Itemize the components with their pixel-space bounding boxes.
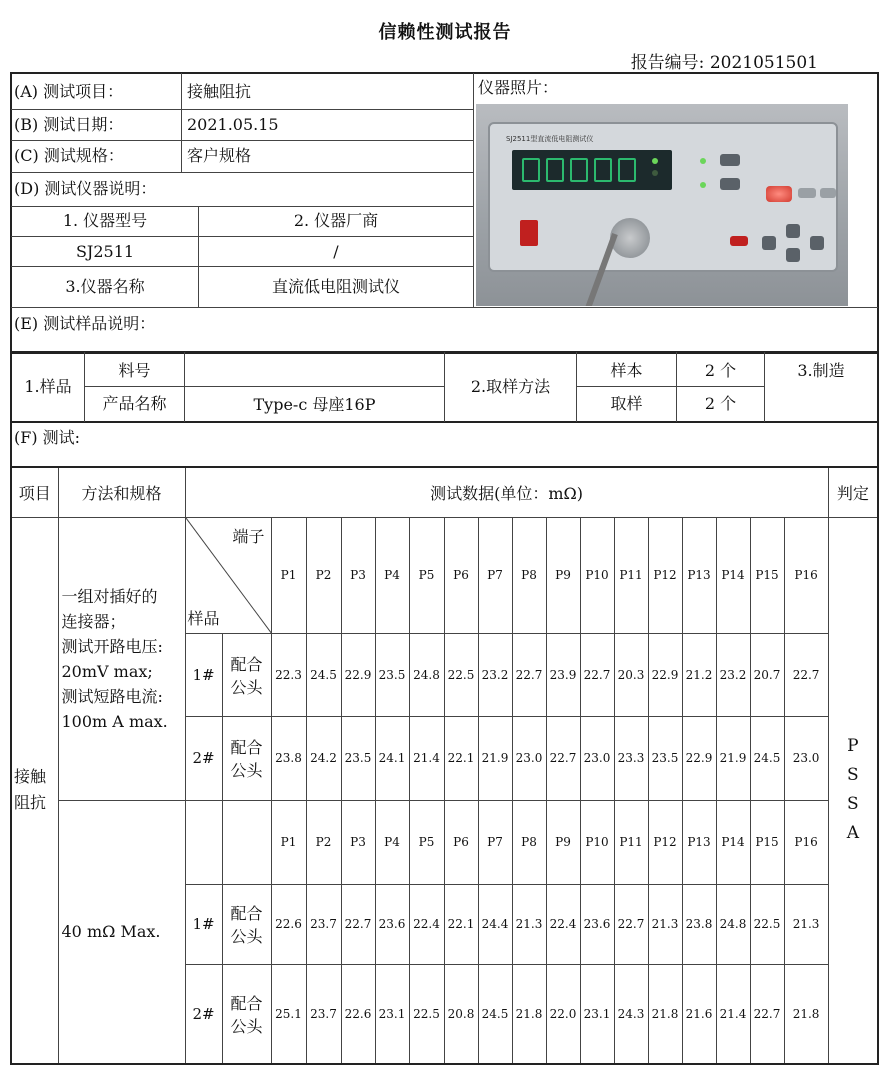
instrument-model-label: 1. 仪器型号	[62, 211, 148, 230]
item-name-line: 接触	[14, 767, 47, 787]
resistance-value: 21.2	[682, 633, 716, 716]
pin-header: P5	[409, 800, 444, 884]
resistance-value: 22.7	[614, 884, 648, 964]
resistance-value: 23.1	[375, 964, 409, 1064]
pin-header: P15	[750, 800, 784, 884]
resistance-value: 21.9	[478, 716, 512, 800]
method-spec-line: 一组对插好的	[61, 586, 158, 606]
resistance-value: 23.7	[306, 964, 341, 1064]
resistance-value: 23.5	[341, 716, 375, 800]
resistance-value: 22.6	[341, 964, 375, 1064]
pin-header: P4	[375, 800, 409, 884]
resistance-value: 22.9	[341, 633, 375, 716]
report-number	[631, 48, 818, 73]
pin-header: P16	[784, 800, 828, 884]
col-data-header: 测试数据(单位：mΩ)	[185, 467, 828, 517]
resistance-value: 24.5	[306, 633, 341, 716]
resistance-value: 22.7	[750, 964, 784, 1064]
method-spec-line: 测试短路电流:	[61, 686, 163, 706]
pin-header: P3	[341, 517, 375, 633]
resistance-value: 21.8	[512, 964, 546, 1064]
pin-header: P2	[306, 800, 341, 884]
test-data-table	[10, 466, 879, 1065]
judge-letter: S	[847, 794, 859, 815]
resistance-value: 21.8	[648, 964, 682, 1064]
sample-id: 1#	[185, 884, 222, 964]
judge-letter: A	[846, 823, 859, 844]
method-spec-1	[58, 517, 185, 800]
resistance-value: 23.0	[580, 716, 614, 800]
pin-header: P12	[648, 517, 682, 633]
indicator-light	[766, 186, 792, 202]
pin-header: P14	[716, 517, 750, 633]
product-name-value: Type-c 母座16P	[253, 395, 376, 414]
mate-label	[222, 716, 271, 800]
pin-header: P1	[271, 517, 306, 633]
method-spec-2: 40 mΩ Max.	[58, 800, 185, 1064]
instrument-maker-label: 2. 仪器厂商	[293, 211, 379, 230]
resistance-value: 23.5	[375, 633, 409, 716]
resistance-value: 22.6	[271, 884, 306, 964]
mate-label	[222, 633, 271, 716]
pin-header: P8	[512, 800, 546, 884]
resistance-value: 21.9	[716, 716, 750, 800]
resistance-value: 24.8	[409, 633, 444, 716]
report-number-label: 报告编号:	[630, 53, 705, 73]
instrument-name-label: 3.仪器名称	[65, 277, 145, 296]
judge-result	[828, 517, 878, 1064]
mate-label-line: 公头	[230, 761, 263, 780]
method-spec-line: 100m A max.	[61, 711, 168, 731]
instrument-display	[512, 150, 672, 190]
resistance-value: 24.2	[306, 716, 341, 800]
pin-header: P11	[614, 517, 648, 633]
sample-label: 1.样品	[24, 377, 72, 396]
pin-header: P10	[580, 517, 614, 633]
pin-header: P3	[341, 800, 375, 884]
resistance-value: 23.9	[546, 633, 580, 716]
resistance-value: 23.6	[375, 884, 409, 964]
resistance-value: 23.7	[306, 884, 341, 964]
report-title: 信赖性测试报告	[378, 22, 512, 43]
mate-label-line: 配合	[230, 993, 263, 1013]
sample-size-label: 样本	[610, 361, 643, 380]
resistance-value: 23.2	[716, 633, 750, 716]
pin-header: P7	[478, 517, 512, 633]
photo-label: 仪器照片：	[478, 78, 559, 97]
resistance-value: 22.1	[444, 884, 478, 964]
method-spec-line: 20mV max;	[61, 661, 153, 681]
resistance-value: 20.3	[614, 633, 648, 716]
test-section-header	[10, 421, 879, 468]
test-label: (F) 测试:	[14, 428, 81, 447]
col-judge-header: 判定	[828, 467, 878, 517]
product-name-label: 产品名称	[102, 394, 167, 413]
take-value: 2 个	[704, 394, 737, 413]
resistance-value: 22.7	[580, 633, 614, 716]
test-item-label: (A) 测试项目：	[14, 82, 124, 101]
pin-header: P9	[546, 800, 580, 884]
pin-header: P15	[750, 517, 784, 633]
resistance-value: 23.8	[271, 716, 306, 800]
test-item-value: 接触阻抗	[187, 82, 252, 101]
mate-label-line: 公头	[230, 927, 263, 946]
resistance-value: 24.8	[716, 884, 750, 964]
pin-header: P9	[546, 517, 580, 633]
pin-header: P10	[580, 800, 614, 884]
blank-cell	[222, 800, 271, 884]
terminal-sample-header	[185, 517, 271, 633]
method-spec-line: 连接器；	[61, 611, 126, 631]
resistance-value: 22.3	[271, 633, 306, 716]
resistance-value: 24.1	[375, 716, 409, 800]
resistance-value: 24.5	[750, 716, 784, 800]
resistance-value: 21.8	[784, 964, 828, 1064]
sample-id: 1#	[185, 633, 222, 716]
resistance-value: 21.6	[682, 964, 716, 1064]
resistance-value: 24.5	[478, 964, 512, 1064]
instrument-photo	[476, 104, 848, 306]
col-method-header: 方法和规格	[58, 467, 185, 517]
terminal-label: 端子	[232, 526, 265, 546]
pin-header: P13	[682, 517, 716, 633]
sampling-method-label: 2.取样方法	[470, 377, 551, 396]
resistance-value: 23.8	[682, 884, 716, 964]
report-number-value: 2021051501	[709, 53, 818, 73]
resistance-value: 22.5	[409, 964, 444, 1064]
resistance-value: 23.1	[580, 964, 614, 1064]
blank-cell	[185, 800, 222, 884]
resistance-value: 22.7	[512, 633, 546, 716]
pin-header: P13	[682, 800, 716, 884]
test-spec-value: 客户规格	[187, 146, 252, 165]
resistance-value: 23.2	[478, 633, 512, 716]
resistance-value: 21.3	[784, 884, 828, 964]
resistance-value: 23.0	[784, 716, 828, 800]
resistance-value: 22.0	[546, 964, 580, 1064]
instrument-maker-value: /	[333, 242, 339, 261]
resistance-value: 20.8	[444, 964, 478, 1064]
resistance-value: 23.0	[512, 716, 546, 800]
sample-id: 2#	[185, 716, 222, 800]
power-switch	[520, 220, 538, 246]
resistance-value: 22.1	[444, 716, 478, 800]
pin-header: P5	[409, 517, 444, 633]
col-item-header: 项目	[11, 467, 58, 517]
resistance-value: 22.5	[444, 633, 478, 716]
pin-header: P14	[716, 800, 750, 884]
pin-header: P8	[512, 517, 546, 633]
resistance-value: 20.7	[750, 633, 784, 716]
mate-label	[222, 884, 271, 964]
resistance-value: 24.3	[614, 964, 648, 1064]
judge-letter: S	[847, 765, 859, 786]
resistance-value: 25.1	[271, 964, 306, 1064]
resistance-value: 22.7	[341, 884, 375, 964]
instrument-name-value: 直流低电阻测试仪	[271, 277, 400, 296]
resistance-value: 23.3	[614, 716, 648, 800]
mate-label-line: 配合	[230, 904, 263, 923]
resistance-value: 22.5	[750, 884, 784, 964]
resistance-value: 23.6	[580, 884, 614, 964]
instrument-panel	[488, 122, 838, 272]
resistance-value: 24.4	[478, 884, 512, 964]
test-date-label: (B) 测试日期：	[14, 115, 124, 134]
pin-header: P16	[784, 517, 828, 633]
resistance-value: 22.7	[784, 633, 828, 716]
resistance-value: 22.9	[682, 716, 716, 800]
resistance-value: 23.5	[648, 716, 682, 800]
part-no-label: 料号	[118, 361, 151, 380]
resistance-value: 21.3	[512, 884, 546, 964]
mate-label	[222, 964, 271, 1064]
pin-header: P12	[648, 800, 682, 884]
resistance-value: 21.4	[716, 964, 750, 1064]
mate-label-line: 配合	[230, 738, 263, 757]
instrument-model-value: SJ2511	[75, 242, 135, 261]
judge-letter: P	[847, 736, 859, 757]
method-spec-line: 测试开路电压:	[61, 636, 163, 656]
resistance-value: 21.4	[409, 716, 444, 800]
mate-label-line: 配合	[230, 654, 263, 674]
take-label: 取样	[610, 394, 643, 413]
pin-header: P2	[306, 517, 341, 633]
pin-header: P6	[444, 517, 478, 633]
mate-label-line: 公头	[230, 677, 263, 697]
resistance-value: 22.9	[648, 633, 682, 716]
resistance-value: 22.4	[546, 884, 580, 964]
test-spec-label: (C) 测试规格：	[14, 146, 124, 165]
pin-header: P7	[478, 800, 512, 884]
pin-header: P6	[444, 800, 478, 884]
sample-id: 2#	[185, 964, 222, 1064]
resistance-value: 22.7	[546, 716, 580, 800]
test-date-value: 2021.05.15	[187, 115, 279, 134]
manufacture-label: 3.制造	[797, 361, 845, 380]
instrument-panel-lettering: SJ2511型直流低电阻测试仪	[506, 135, 594, 143]
resistance-value: 22.4	[409, 884, 444, 964]
resistance-value: 21.3	[648, 884, 682, 964]
sample-desc-label: (E) 测试样品说明：	[14, 314, 156, 333]
instrument-desc-label: (D) 测试仪器说明：	[14, 179, 157, 198]
pin-header: P1	[271, 800, 306, 884]
sample-size-value: 2 个	[704, 361, 737, 380]
mate-label-line: 公头	[230, 1016, 263, 1036]
item-name-line: 阻抗	[14, 793, 47, 813]
sample-column-label: 样品	[187, 608, 220, 628]
pin-header: P11	[614, 800, 648, 884]
item-name	[11, 517, 58, 1064]
pin-header: P4	[375, 517, 409, 633]
